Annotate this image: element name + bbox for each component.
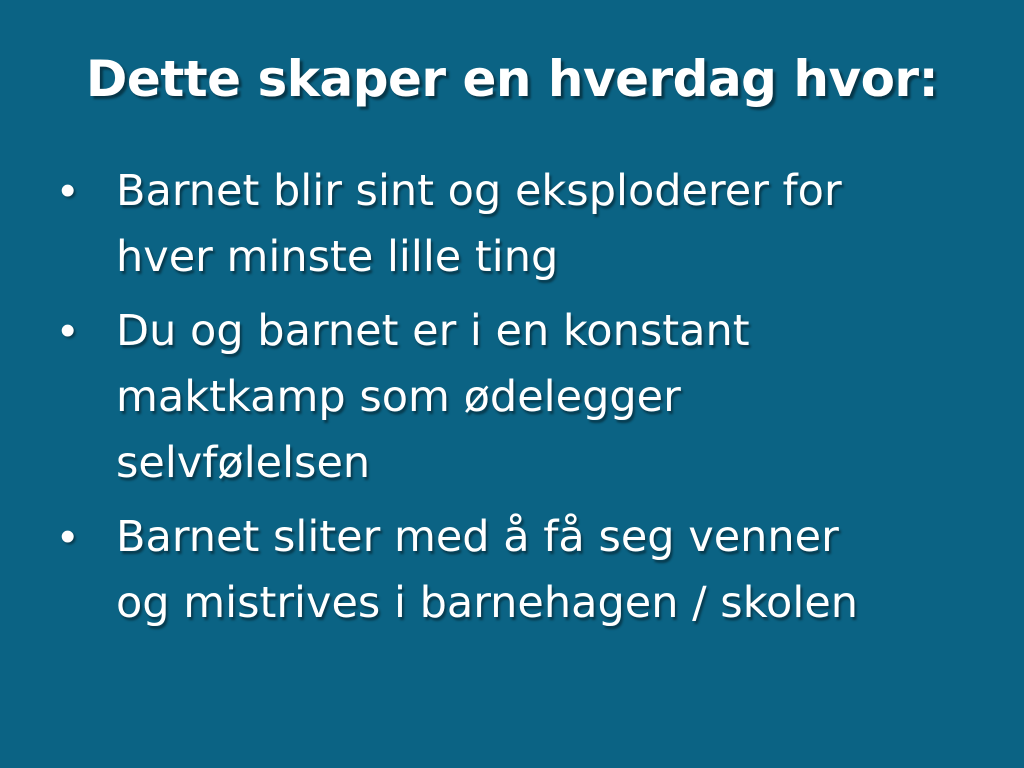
list-item-label: Barnet sliter med å få seg venner og mistrives i barnehagen / skolen [116, 512, 859, 628]
bullet-list [48, 158, 978, 644]
list-item [48, 158, 978, 290]
bullet-point-icon: • [60, 512, 76, 561]
bullet-point-icon: • [60, 306, 76, 355]
page-title: Dette skaper en hverdag hvor: [85, 50, 939, 108]
list-item-label: Du og barnet er i en konstant maktkamp som ødelegger selvfølelsen [116, 306, 750, 488]
list-item-label: Barnet blir sint og eksploderer for hver minste lille ting [116, 166, 842, 282]
bullet-point-icon: • [60, 166, 76, 215]
list-item [48, 298, 978, 496]
list-item [48, 504, 978, 636]
